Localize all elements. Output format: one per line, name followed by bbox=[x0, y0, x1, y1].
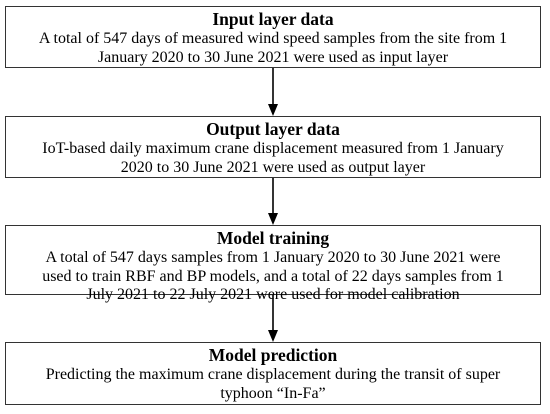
model-training-title: Model training bbox=[216, 228, 330, 248]
model-training-box bbox=[5, 225, 541, 303]
input-layer-data-description bbox=[12, 30, 534, 67]
model-training-description bbox=[12, 249, 534, 305]
description-line: A total of 547 days of measured wind speed samples from the site from 1 bbox=[38, 30, 508, 47]
model-prediction-box bbox=[5, 342, 541, 405]
model-prediction-description bbox=[12, 366, 534, 403]
description-line: January 2020 to 30 June 2021 were used as input layer bbox=[97, 48, 449, 66]
input-layer-data-title: Input layer data bbox=[212, 9, 334, 29]
description-line: July 2021 to 22 July 2021 were used for model calibration bbox=[86, 286, 460, 303]
arrow-2 bbox=[268, 178, 278, 225]
output-layer-data-description bbox=[12, 140, 534, 177]
output-layer-data-box bbox=[5, 116, 541, 178]
description-line: typhoon “In-Fa” bbox=[220, 384, 326, 402]
output-layer-data-title: Output layer data bbox=[206, 119, 340, 139]
description-line: 2020 to 30 June 2021 were used as output layer bbox=[120, 158, 426, 176]
description-line: IoT-based daily maximum crane displacement measured from 1 January bbox=[42, 140, 504, 157]
input-layer-data-box bbox=[5, 6, 541, 68]
model-prediction-title: Model prediction bbox=[208, 345, 338, 365]
description-line: used to train RBF and BP models, and a total of 22 days samples from 1 bbox=[42, 267, 504, 285]
arrow-1 bbox=[268, 68, 278, 116]
description-line: A total of 547 days samples from 1 January 2020 to 30 June 2021 were bbox=[45, 249, 501, 266]
description-line: Predicting the maximum crane displacement during the transit of super bbox=[45, 366, 501, 383]
